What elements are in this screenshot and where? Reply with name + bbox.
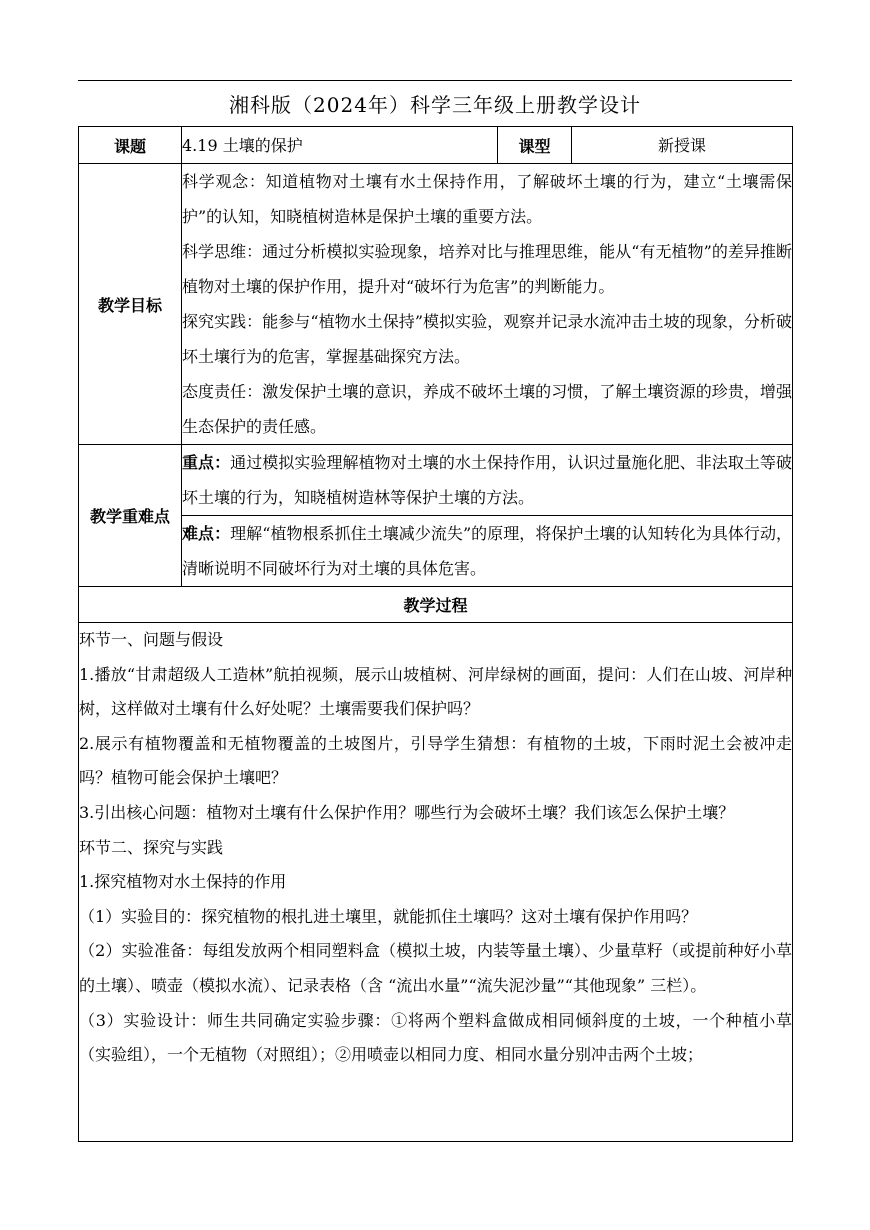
difficult-point-text: 理解“植物根系抓住土壤减少流失”的原理，将保护土壤的认知转化为具体行动，清晰说明不同破坏行为对土壤的具体危害。 [182,524,792,578]
type-value: 新授课 [572,127,793,164]
topic-label: 课题 [79,127,182,164]
process-heading-row [79,587,793,623]
process-paragraph: 环节二、探究与实践 [79,837,224,857]
process-paragraph: 2.展示有植物覆盖和无植物覆盖的土坡图片，引导学生猜想：有植物的土坡，下雨时泥土会被冲走吗？植物可能会保护土壤吧？ [79,733,792,788]
process-heading: 教学过程 [79,587,793,623]
objective-item: 科学思维：通过分析模拟实验现象，培养对比与推理思维，能从“有无植物”的差异推断植物对土壤的保护作用，提升对“破坏行为危害”的判断能力。 [182,242,792,296]
key-points-label: 教学重难点 [79,445,182,587]
difficult-point-content [182,516,793,587]
header-rule [78,80,792,81]
process-paragraph: 1.探究植物对水土保持的作用 [79,872,287,892]
info-row [79,127,793,164]
objectives-label: 教学目标 [79,164,182,445]
type-label: 课型 [498,127,572,164]
process-paragraph: （1）实验目的：探究植物的根扎进土壤里，就能抓住土壤吗？这对土壤有保护作用吗？ [79,906,698,926]
key-point-label: 重点： [182,453,231,472]
document-title: 湘科版（2024年）科学三年级上册教学设计 [229,93,641,117]
key-point-content [182,445,793,516]
objective-item: 科学观念：知道植物对土壤有水土保持作用，了解破坏土壤的行为，建立“土壤需保护”的认知，知晓植树造林是保护土壤的重要方法。 [182,172,792,226]
objectives-content [182,164,793,445]
key-point-text: 通过模拟实验理解植物对土壤的水土保持作用，认识过量施化肥、非法取土等破坏土壤的行为，知晓植树造林等保护土壤的方法。 [182,453,792,507]
process-paragraph: 1.播放“甘肃超级人工造林”航拍视频，展示山坡植树、河岸绿树的画面，提问：人们在山坡、河岸种树，这样做对土壤有什么好处呢？土壤需要我们保护吗？ [79,664,792,719]
difficult-point-row [79,516,793,587]
key-point-row [79,445,793,516]
lesson-plan-table [78,126,793,1142]
topic-value: 4.19 土壤的保护 [182,127,498,164]
process-paragraph: （3）实验设计：师生共同确定实验步骤：①将两个塑料盒做成相同倾斜度的土坡，一个种植小草（实验组），一个无植物（对照组）；②用喷壶以相同力度、相同水量分别冲击两个土坡； [79,1010,792,1065]
difficult-point-label: 难点： [182,524,231,543]
objective-item: 探究实践：能参与“植物水土保持”模拟实验，观察并记录水流冲击土坡的现象，分析破坏土壤行为的危害，掌握基础探究方法。 [182,312,792,366]
process-paragraph: 3.引出核心问题：植物对土壤有什么保护作用？哪些行为会破坏土壤？我们该怎么保护土壤？ [79,802,735,822]
objectives-row [79,164,793,445]
process-paragraph: 环节一、问题与假设 [79,630,224,649]
process-content [79,623,793,1142]
process-row [79,623,793,1142]
objective-item: 态度责任：激发保护土壤的意识，养成不破坏土壤的习惯，了解土壤资源的珍贵，增强生态保护的责任感。 [182,382,792,436]
process-paragraph: （2）实验准备：每组发放两个相同塑料盒（模拟土坡，内装等量土壤）、少量草籽（或提前种好小草的土壤）、喷壶（模拟水流）、记录表格（含 “流出水量”“流失泥沙量”“其他现象” 三栏）。 [79,941,792,995]
